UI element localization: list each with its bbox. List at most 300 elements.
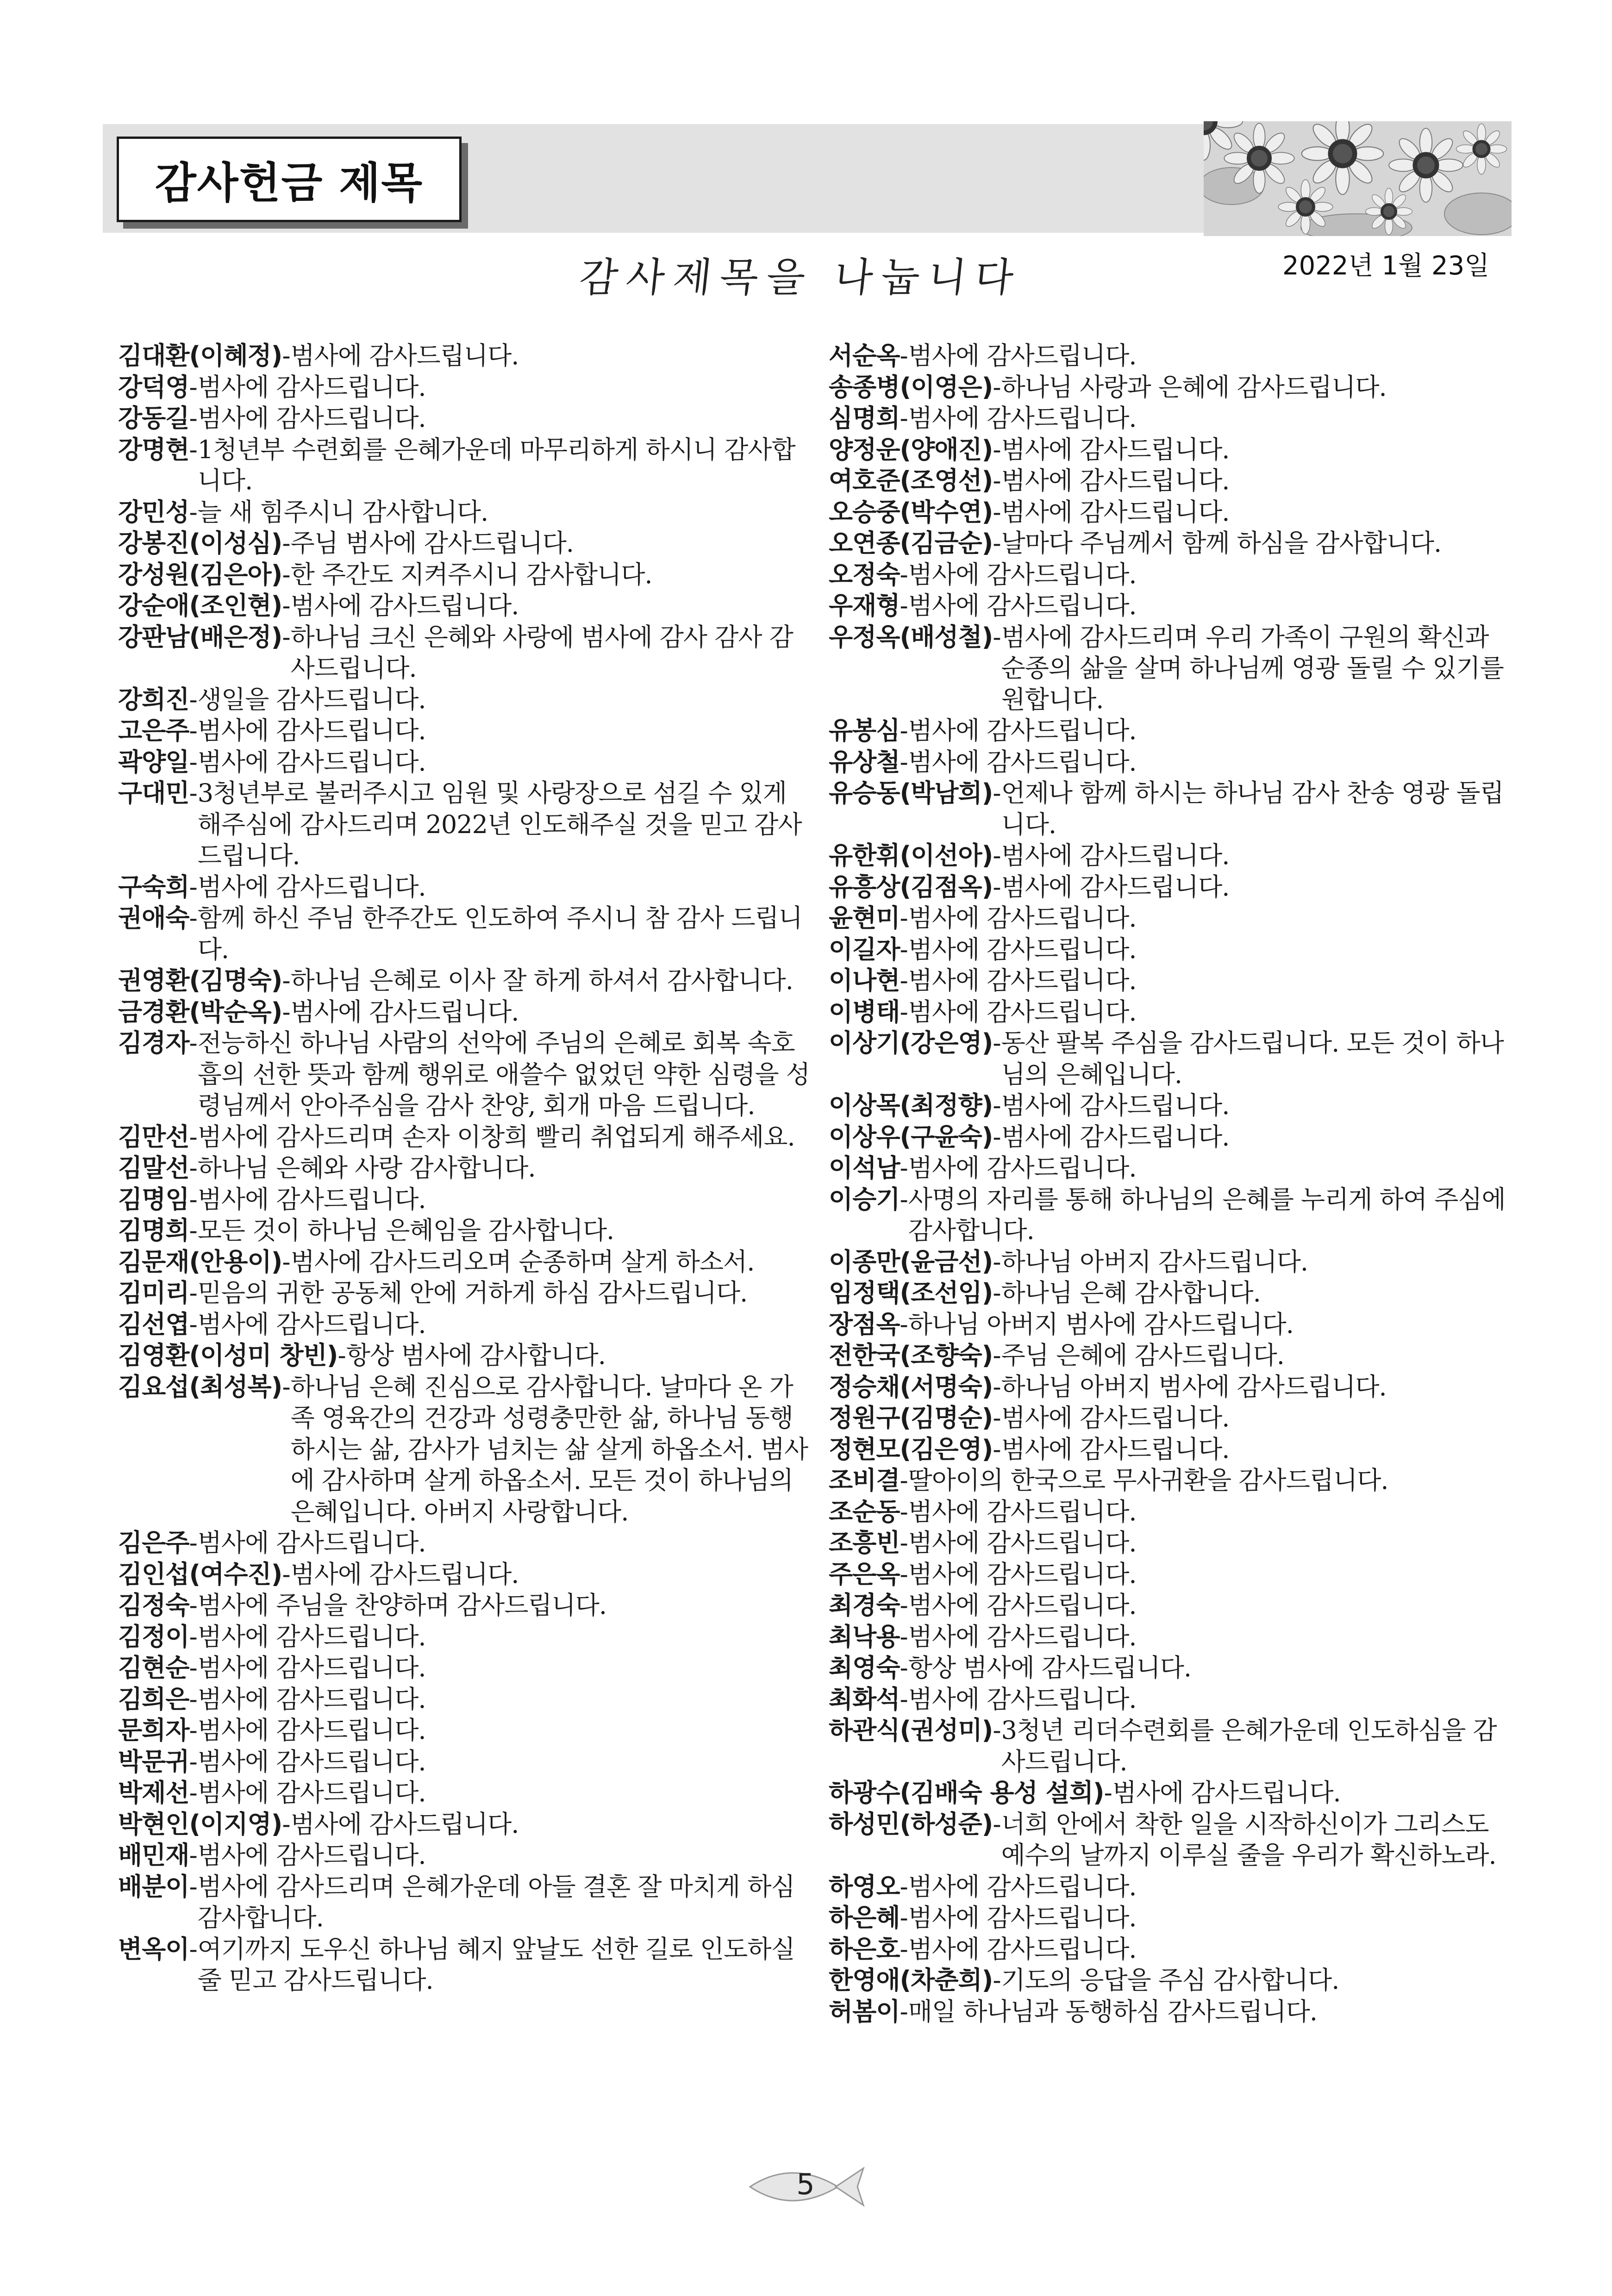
donor-name: 김경자 <box>118 1028 189 1058</box>
donor-name: 김명임 <box>118 1184 189 1214</box>
separator-dash: - <box>900 1622 908 1651</box>
separator-dash: - <box>282 1559 291 1589</box>
thanks-message: 항상 범사에 감사합니다. <box>346 1341 606 1370</box>
thanks-entry <box>829 1152 1518 1184</box>
thanks-message: 범사에 감사드립니다. <box>908 1153 1137 1182</box>
thanks-entry <box>118 1309 812 1340</box>
separator-dash: - <box>900 1997 908 2026</box>
thanks-entry <box>118 1027 812 1121</box>
donor-name: 변옥이 <box>118 1934 189 1964</box>
thanks-entry <box>118 1152 812 1184</box>
thanks-entry <box>118 1184 812 1215</box>
thanks-message: 여기까지 도우신 하나님 혜지 앞날도 선한 길로 인도하실 줄 믿고 감사드립니다. <box>197 1934 795 1995</box>
separator-dash: - <box>993 1716 1001 1745</box>
separator-dash: - <box>189 372 198 402</box>
donor-name: 양정운(양애진) <box>829 435 993 464</box>
donor-name: 권애숙 <box>118 903 189 933</box>
donor-name: 이종만(윤금선) <box>829 1247 993 1276</box>
donor-name: 강순애(조인현) <box>118 591 282 620</box>
thanks-entry <box>829 1559 1518 1590</box>
separator-dash: - <box>993 1028 1001 1058</box>
donor-name: 임정택(조선임) <box>829 1278 993 1307</box>
separator-dash: - <box>337 1341 346 1370</box>
separator-dash: - <box>993 435 1001 464</box>
thanks-message: 범사에 감사드립니다. <box>908 1497 1137 1526</box>
separator-dash: - <box>900 1684 908 1714</box>
thanks-entry <box>118 1527 812 1559</box>
thanks-message: 범사에 감사드립니다. <box>1112 1778 1341 1807</box>
separator-dash: - <box>282 529 291 558</box>
thanks-entry <box>118 871 812 903</box>
thanks-entry <box>829 559 1518 591</box>
thanks-entry <box>829 1590 1518 1621</box>
separator-dash: - <box>993 1091 1001 1120</box>
thanks-entry <box>118 1715 812 1746</box>
donor-name: 조비결 <box>829 1466 900 1495</box>
donor-name: 김말선 <box>118 1153 189 1182</box>
separator-dash: - <box>189 1122 198 1151</box>
separator-dash: - <box>900 966 908 995</box>
thanks-message: 하나님 은혜 진심으로 감사합니다. 날마다 온 가족 영육간의 건강과 성령충만한 삶, 하나님 동행하시는 삶, 감사가 넘치는 삶 살게 하옵소서. 범사에 감사하며 살게 하옵소서. 모든 것이 하나님의 은혜입니다. 아버지 사랑합니다. <box>290 1372 808 1526</box>
separator-dash: - <box>189 872 198 902</box>
separator-dash: - <box>189 1716 198 1745</box>
thanks-message: 범사에 감사드립니다. <box>1001 872 1230 902</box>
thanks-message: 3청년부로 불러주시고 임원 및 사랑장으로 섬길 수 있게 해주심에 감사드리며 2022년 인도해주실 것을 믿고 감사드립니다. <box>197 778 802 870</box>
thanks-entry <box>829 1715 1518 1777</box>
thanks-message: 날마다 주님께서 함께 하심을 감사합니다. <box>1001 529 1442 558</box>
thanks-entry <box>829 1965 1518 1996</box>
thanks-message: 범사에 감사드립니다. <box>1001 466 1230 495</box>
thanks-message: 범사에 감사드립니다. <box>908 1622 1137 1651</box>
thanks-message: 사명의 자리를 통해 하나님의 은혜를 누리게 하여 주심에 감사합니다. <box>908 1184 1506 1245</box>
thanks-entry <box>829 1465 1518 1496</box>
donor-name: 박문귀 <box>118 1747 189 1776</box>
thanks-message: 범사에 감사드립니다. <box>290 997 519 1027</box>
thanks-message: 범사에 주님을 찬양하며 감사드립니다. <box>197 1591 607 1620</box>
thanks-entry <box>829 622 1518 716</box>
donor-name: 김요섭(최성복) <box>118 1372 282 1401</box>
thanks-entry <box>829 1434 1518 1465</box>
thanks-message: 주님 범사에 감사드립니다. <box>290 529 574 558</box>
separator-dash: - <box>900 1591 908 1620</box>
page-number: 5 <box>796 2167 815 2201</box>
thanks-message: 범사에 감사드립니다. <box>1001 1403 1230 1432</box>
thanks-message: 한 주간도 지켜주시니 감사합니다. <box>290 560 652 589</box>
donor-name: 김희은 <box>118 1684 189 1714</box>
thanks-entry <box>829 1309 1518 1340</box>
thanks-message: 범사에 감사드립니다. <box>197 1622 426 1651</box>
donor-name: 하영오 <box>829 1872 900 1901</box>
thanks-entry <box>118 372 812 403</box>
page-title: 감사헌금 제목 <box>117 137 462 222</box>
separator-dash: - <box>1104 1778 1112 1807</box>
separator-dash: - <box>900 1903 908 1932</box>
thanks-message: 하나님 아버지 감사드립니다. <box>1001 1247 1308 1276</box>
donor-name: 하은혜 <box>829 1903 900 1932</box>
donor-name: 강봉진(이성심) <box>118 529 282 558</box>
separator-dash: - <box>900 1872 908 1901</box>
thanks-message: 언제나 함께 하시는 하나님 감사 찬송 영광 돌립니다. <box>1001 778 1504 839</box>
thanks-entry <box>829 1527 1518 1559</box>
thanks-message: 범사에 감사드리며 손자 이창희 빨리 취업되게 해주세요. <box>197 1122 795 1151</box>
separator-dash: - <box>900 341 908 370</box>
thanks-entry <box>829 840 1518 871</box>
thanks-entry <box>829 902 1518 934</box>
separator-dash: - <box>993 1403 1001 1432</box>
thanks-entry <box>118 1215 812 1246</box>
thanks-message: 범사에 감사드립니다. <box>197 1684 426 1714</box>
separator-dash: - <box>189 1591 198 1620</box>
thanks-message: 범사에 감사드립니다. <box>197 1716 426 1745</box>
thanks-message: 범사에 감사드립니다. <box>908 1684 1137 1714</box>
donor-name: 김정이 <box>118 1622 189 1651</box>
separator-dash: - <box>993 872 1001 902</box>
donor-name: 유승동(박남희) <box>829 778 993 808</box>
donor-name: 강덕영 <box>118 372 189 402</box>
donor-name: 강명현 <box>118 435 189 464</box>
separator-dash: - <box>900 1497 908 1526</box>
thanks-entry <box>829 1246 1518 1278</box>
donor-name: 김문재(안용이) <box>118 1247 282 1276</box>
thanks-entry <box>118 559 812 591</box>
thanks-entry <box>829 1402 1518 1434</box>
section-subtitle: 감사제목을 나눕니다 <box>577 255 1024 301</box>
thanks-message: 범사에 감사드립니다. <box>1001 497 1230 527</box>
thanks-message: 범사에 감사드립니다. <box>197 1778 426 1807</box>
donor-name: 김미리 <box>118 1278 189 1307</box>
thanks-message: 범사에 감사드립니다. <box>908 903 1137 933</box>
separator-dash: - <box>900 591 908 620</box>
thanks-entry <box>118 1559 812 1590</box>
donor-name: 유흥상(김점옥) <box>829 872 993 902</box>
right-column <box>829 340 1518 2027</box>
thanks-entry <box>118 715 812 747</box>
donor-name: 여호준(조영선) <box>829 466 993 495</box>
thanks-message: 범사에 감사드립니다. <box>197 872 426 902</box>
thanks-message: 항상 범사에 감사드립니다. <box>908 1653 1192 1682</box>
donor-name: 하은호 <box>829 1934 900 1964</box>
thanks-message: 범사에 감사드리오며 순종하며 살게 하소서. <box>290 1247 755 1276</box>
donor-name: 최영숙 <box>829 1653 900 1682</box>
donor-name: 정현모(김은영) <box>829 1434 993 1464</box>
separator-dash: - <box>189 1778 198 1807</box>
thanks-entry <box>829 528 1518 559</box>
thanks-message: 범사에 감사드리며 우리 가족이 구원의 확신과 순종의 삶을 살며 하나님께 영광 돌릴 수 있기를 원합니다. <box>1001 622 1504 714</box>
thanks-entry <box>118 747 812 778</box>
thanks-message: 범사에 감사드립니다. <box>1001 1434 1230 1464</box>
thanks-message: 범사에 감사드립니다. <box>197 747 426 777</box>
donor-name: 정승채(서명숙) <box>829 1372 993 1401</box>
donor-name: 강판남(배은정) <box>118 622 282 652</box>
thanks-message: 범사에 감사드립니다. <box>197 1528 426 1557</box>
donor-name: 박제선 <box>118 1778 189 1807</box>
donor-name: 권영환(김명숙) <box>118 966 282 995</box>
separator-dash: - <box>189 747 198 777</box>
thanks-message: 범사에 감사드리며 은혜가운데 아들 결혼 잘 마치게 하심 감사합니다. <box>197 1872 795 1932</box>
thanks-message: 범사에 감사드립니다. <box>908 1591 1137 1620</box>
thanks-message: 범사에 감사드립니다. <box>290 341 519 370</box>
separator-dash: - <box>900 404 908 433</box>
donor-name: 김만선 <box>118 1122 189 1151</box>
donor-name: 강동길 <box>118 404 189 433</box>
donor-name: 주은옥 <box>829 1559 900 1589</box>
donor-name: 유상철 <box>829 747 900 777</box>
separator-dash: - <box>900 903 908 933</box>
thanks-message: 범사에 감사드립니다. <box>908 591 1137 620</box>
thanks-message: 범사에 감사드립니다. <box>908 404 1137 433</box>
thanks-entry <box>118 622 812 684</box>
donor-name: 하관식(권성미) <box>829 1716 993 1745</box>
donor-name: 조순동 <box>829 1497 900 1526</box>
separator-dash: - <box>993 497 1001 527</box>
thanks-message: 범사에 감사드립니다. <box>290 1559 519 1589</box>
thanks-message: 범사에 감사드립니다. <box>908 934 1137 964</box>
separator-dash: - <box>900 716 908 745</box>
donor-name: 김대환(이혜정) <box>118 341 282 370</box>
separator-dash: - <box>189 1622 198 1651</box>
donor-name: 최경숙 <box>829 1591 900 1620</box>
thanks-message: 범사에 감사드립니다. <box>908 1903 1137 1932</box>
thanks-entry <box>118 1340 812 1371</box>
thanks-entry <box>118 1871 812 1934</box>
separator-dash: - <box>993 622 1001 652</box>
separator-dash: - <box>900 1309 908 1339</box>
thanks-entry <box>829 1902 1518 1934</box>
separator-dash: - <box>900 934 908 964</box>
thanks-message: 전능하신 하나님 사람의 선악에 주님의 은혜로 회복 속호흡의 선한 뜻과 함께 행위로 애쓸수 없었던 약한 심령을 성령님께서 안아주심을 감사 찬양, 회개 마음 드립니다. <box>197 1028 810 1120</box>
thanks-entry <box>829 1340 1518 1371</box>
thanks-entry <box>829 465 1518 497</box>
separator-dash: - <box>189 1278 198 1307</box>
thanks-entry <box>118 778 812 871</box>
thanks-message: 범사에 감사드립니다. <box>908 997 1137 1027</box>
separator-dash: - <box>189 1872 198 1901</box>
thanks-message: 주님 은혜에 감사드립니다. <box>1001 1341 1284 1370</box>
thanks-entry <box>829 1371 1518 1403</box>
separator-dash: - <box>900 747 908 777</box>
separator-dash: - <box>993 841 1001 870</box>
thanks-entry <box>829 996 1518 1028</box>
thanks-entry <box>829 434 1518 466</box>
thanks-message: 하나님 은혜 감사합니다. <box>1001 1278 1261 1307</box>
separator-dash: - <box>189 716 198 745</box>
separator-dash: - <box>189 684 198 714</box>
thanks-entry <box>118 965 812 996</box>
thanks-message: 범사에 감사드립니다. <box>197 1184 426 1214</box>
separator-dash: - <box>993 1809 1001 1839</box>
left-column <box>118 340 812 1996</box>
donor-name: 유한휘(이선아) <box>829 841 993 870</box>
thanks-message: 하나님 사랑과 은혜에 감사드립니다. <box>1001 372 1387 402</box>
donor-name: 하광수(김배숙 용성 설희) <box>829 1778 1104 1807</box>
donor-name: 배분이 <box>118 1872 189 1901</box>
thanks-entry <box>118 340 812 372</box>
thanks-message: 매일 하나님과 동행하심 감사드립니다. <box>908 1997 1318 2026</box>
thanks-entry <box>829 1277 1518 1309</box>
separator-dash: - <box>282 1247 291 1276</box>
thanks-message: 범사에 감사드립니다. <box>290 591 519 620</box>
donor-name: 박현인(이지영) <box>118 1809 282 1839</box>
separator-dash: - <box>189 497 198 527</box>
thanks-entry <box>829 747 1518 778</box>
separator-dash: - <box>189 1684 198 1714</box>
donor-name: 김선엽 <box>118 1309 189 1339</box>
donor-name: 심명희 <box>829 404 900 433</box>
donor-name: 구숙희 <box>118 872 189 902</box>
separator-dash: - <box>189 1528 198 1557</box>
separator-dash: - <box>993 1966 1001 1995</box>
thanks-message: 범사에 감사드립니다. <box>197 1747 426 1776</box>
donor-name: 배민재 <box>118 1841 189 1870</box>
donor-name: 김현순 <box>118 1653 189 1682</box>
thanks-message: 함께 하신 주님 한주간도 인도하여 주시니 참 감사 드립니다. <box>197 903 802 964</box>
thanks-entry <box>118 1934 812 1996</box>
thanks-entry <box>118 434 812 497</box>
separator-dash: - <box>189 1028 198 1058</box>
donor-name: 강성원(김은아) <box>118 560 282 589</box>
thanks-entry <box>118 1246 812 1278</box>
thanks-message: 범사에 감사드립니다. <box>197 1653 426 1682</box>
separator-dash: - <box>189 435 198 464</box>
thanks-message: 하나님 은혜와 사랑 감사합니다. <box>197 1153 536 1182</box>
donor-name: 곽양일 <box>118 747 189 777</box>
donor-name: 최낙용 <box>829 1622 900 1651</box>
thanks-message: 범사에 감사드립니다. <box>908 1559 1137 1589</box>
thanks-entry <box>118 996 812 1028</box>
thanks-entry <box>118 1277 812 1309</box>
separator-dash: - <box>189 1309 198 1339</box>
donor-name: 금경환(박순옥) <box>118 997 282 1027</box>
separator-dash: - <box>900 1184 908 1214</box>
separator-dash: - <box>993 778 1001 808</box>
separator-dash: - <box>900 1653 908 1682</box>
thanks-message: 범사에 감사드립니다. <box>197 716 426 745</box>
separator-dash: - <box>993 529 1001 558</box>
separator-dash: - <box>189 1653 198 1682</box>
separator-dash: - <box>189 1184 198 1214</box>
separator-dash: - <box>282 1372 291 1401</box>
donor-name: 한영애(차춘희) <box>829 1966 993 1995</box>
separator-dash: - <box>282 997 291 1027</box>
thanks-entry <box>829 1621 1518 1653</box>
thanks-entry <box>118 590 812 622</box>
thanks-entry <box>829 1496 1518 1528</box>
thanks-message: 3청년 리더수련회를 은혜가운데 인도하심을 감사드립니다. <box>1001 1716 1497 1776</box>
thanks-entry <box>829 965 1518 996</box>
thanks-entry <box>829 372 1518 403</box>
thanks-message: 하나님 아버지 범사에 감사드립니다. <box>908 1309 1293 1339</box>
thanks-message: 범사에 감사드립니다. <box>1001 841 1230 870</box>
thanks-message: 하나님 은혜로 이사 잘 하게 하셔서 감사합니다. <box>290 966 793 995</box>
donor-name: 허봄이 <box>829 1997 900 2026</box>
thanks-entry <box>118 1746 812 1778</box>
thanks-entry <box>829 1809 1518 1871</box>
thanks-entry <box>118 497 812 528</box>
thanks-message: 너희 안에서 착한 일을 시작하신이가 그리스도 예수의 날까지 이루실 줄을 우리가 확신하노라. <box>1001 1809 1496 1870</box>
donor-name: 김인섭(여수진) <box>118 1559 282 1589</box>
thanks-message: 범사에 감사드립니다. <box>908 716 1137 745</box>
donor-name: 강민성 <box>118 497 189 527</box>
donor-name: 이병태 <box>829 997 900 1027</box>
thanks-message: 딸아이의 한국으로 무사귀환을 감사드립니다. <box>908 1466 1388 1495</box>
donor-name: 김정숙 <box>118 1591 189 1620</box>
thanks-entry <box>118 1684 812 1715</box>
thanks-message: 동산 팔복 주심을 감사드립니다. 모든 것이 하나님의 은혜입니다. <box>1001 1028 1504 1089</box>
thanks-entry <box>829 1684 1518 1715</box>
thanks-message: 늘 새 힘주시니 감사합니다. <box>197 497 488 527</box>
donor-name: 구대민 <box>118 778 189 808</box>
thanks-entry <box>118 1840 812 1871</box>
thanks-entry <box>118 528 812 559</box>
thanks-entry <box>829 1090 1518 1121</box>
donor-name: 윤현미 <box>829 903 900 933</box>
thanks-entry <box>829 1652 1518 1684</box>
thanks-entry <box>118 1621 812 1653</box>
thanks-entry <box>118 1590 812 1621</box>
thanks-entry <box>829 590 1518 622</box>
thanks-entry <box>118 1809 812 1840</box>
thanks-message: 모든 것이 하나님 은혜임을 감사합니다. <box>197 1216 614 1245</box>
thanks-entry <box>829 1777 1518 1809</box>
thanks-entry <box>118 1121 812 1153</box>
separator-dash: - <box>900 1153 908 1182</box>
thanks-entry <box>118 1371 812 1528</box>
thanks-message: 범사에 감사드립니다. <box>908 966 1137 995</box>
donor-name: 오승중(박수연) <box>829 497 993 527</box>
separator-dash: - <box>282 1809 291 1839</box>
separator-dash: - <box>189 903 198 933</box>
donor-name: 하성민(하성준) <box>829 1809 993 1839</box>
separator-dash: - <box>189 1934 198 1964</box>
thanks-message: 하나님 크신 은혜와 사랑에 범사에 감사 감사 감사드립니다. <box>290 622 793 683</box>
donor-name: 서순옥 <box>829 341 900 370</box>
thanks-message: 범사에 감사드립니다. <box>197 1841 426 1870</box>
separator-dash: - <box>993 1434 1001 1464</box>
donor-name: 장점옥 <box>829 1309 900 1339</box>
separator-dash: - <box>189 1841 198 1870</box>
separator-dash: - <box>282 560 291 589</box>
thanks-message: 범사에 감사드립니다. <box>1001 435 1230 464</box>
thanks-entry <box>829 1121 1518 1153</box>
thanks-message: 범사에 감사드립니다. <box>908 747 1137 777</box>
donor-name: 정원구(김명순) <box>829 1403 993 1432</box>
thanks-message: 하나님 아버지 범사에 감사드립니다. <box>1001 1372 1387 1401</box>
separator-dash: - <box>900 1466 908 1495</box>
separator-dash: - <box>282 622 291 652</box>
separator-dash: - <box>189 778 198 808</box>
donor-name: 고은주 <box>118 716 189 745</box>
thanks-entry <box>118 1777 812 1809</box>
thanks-message: 범사에 감사드립니다. <box>1001 1091 1230 1120</box>
separator-dash: - <box>993 466 1001 495</box>
thanks-message: 범사에 감사드립니다. <box>197 372 426 402</box>
separator-dash: - <box>993 1372 1001 1401</box>
donor-name: 이석남 <box>829 1153 900 1182</box>
thanks-message: 범사에 감사드립니다. <box>908 1934 1137 1964</box>
donor-name: 오연종(김금순) <box>829 529 993 558</box>
thanks-message: 범사에 감사드립니다. <box>1001 1122 1230 1151</box>
thanks-entry <box>829 1871 1518 1903</box>
separator-dash: - <box>900 997 908 1027</box>
donor-name: 김은주 <box>118 1528 189 1557</box>
donor-name: 이상목(최정향) <box>829 1091 993 1120</box>
thanks-entry <box>829 1996 1518 2028</box>
thanks-entry <box>829 497 1518 528</box>
donor-name: 이상기(강은영) <box>829 1028 993 1058</box>
thanks-message: 범사에 감사드립니다. <box>290 1809 519 1839</box>
separator-dash: - <box>993 1122 1001 1151</box>
thanks-message: 범사에 감사드립니다. <box>908 560 1137 589</box>
